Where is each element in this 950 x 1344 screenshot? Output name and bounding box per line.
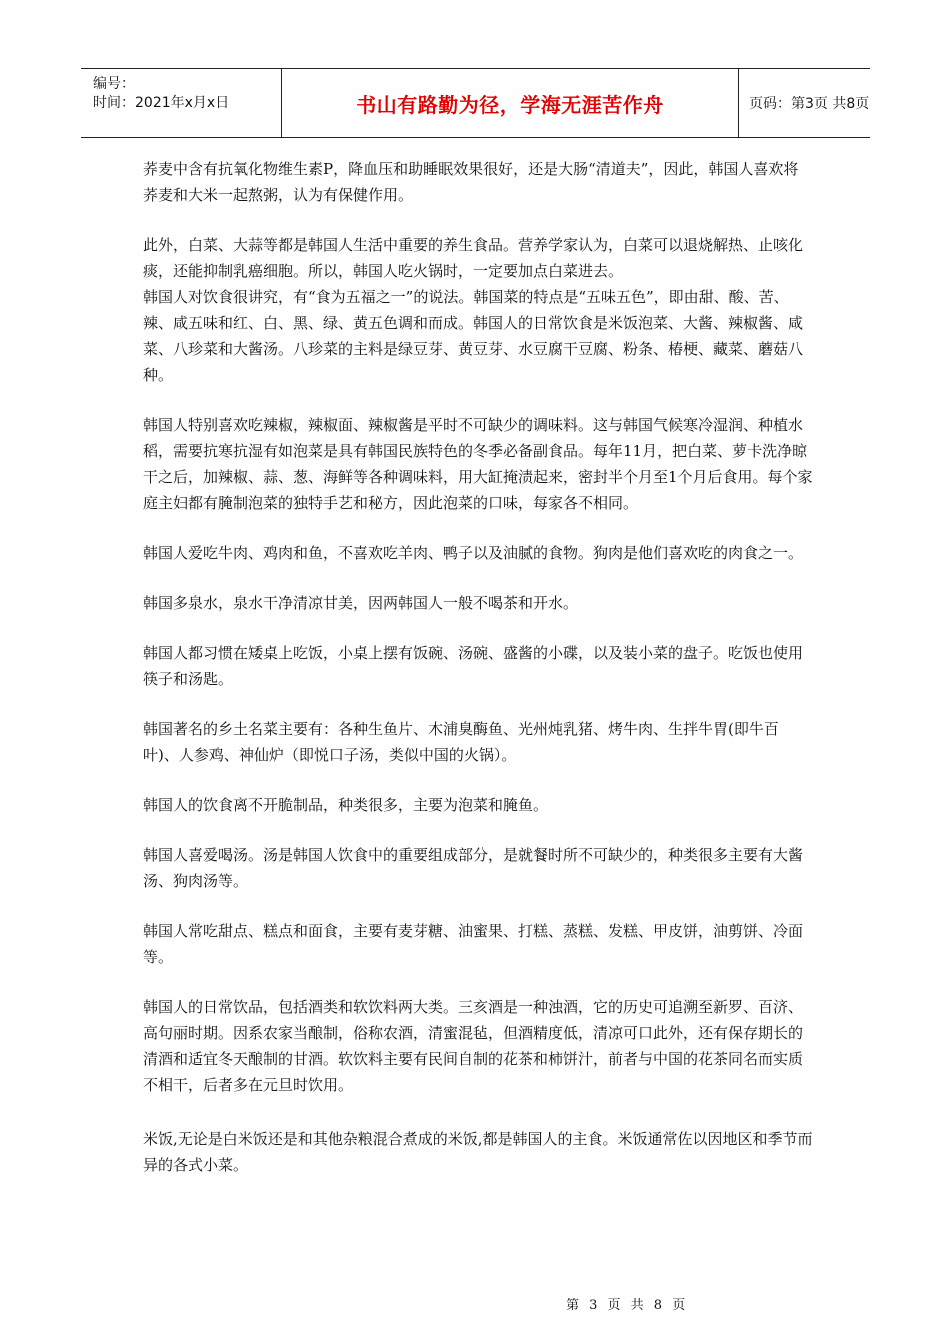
paragraph-diet-principles: 韩国人对饮食很讲究，有“食为五福之一”的说法。韩国菜的特点是“五味五色”，即由甜、酸、苦、辣、咸五味和红、白、黑、绿、黄五色调和而成。韩国人的日常饮食是米饭泡菜、大酱、辣椒酱、咸菜、八珍菜和大酱汤。八珍菜的主料是绿豆芽、黄豆芽、水豆腐干豆腐、粉条、椿梗、藏菜、蘑菇八种。 (143, 288, 804, 384)
header-page-cell (739, 69, 870, 137)
header-motto-cell (281, 69, 739, 137)
paragraph-famous-dishes: 韩国著名的乡土名菜主要有：各种生鱼片、木浦臭酶鱼、光州炖乳猪、烤牛肉、生拌牛胃(即牛百叶)、人参鸡、神仙炉（即悦口子汤，类似中国的火锅）。 (143, 720, 779, 764)
page-header (81, 68, 870, 138)
paragraph-desserts: 韩国人常吃甜点、糕点和面食，主要有麦芽糖、油蜜果、打糕、蒸糕、发糕、甲皮饼，油剪饼、冷面等。 (143, 922, 804, 966)
paragraph-soup: 韩国人喜爱喝汤。汤是韩国人饮食中的重要组成部分，是就餐时所不可缺少的，种类很多主要有大酱汤、狗肉汤等。 (143, 846, 804, 890)
paragraph-cabbage-garlic: 此外，白菜、大蒜等都是韩国人生活中重要的养生食品。营养学家认为，白菜可以退烧解热、止咳化痰，还能抑制乳癌细胞。所以，韩国人吃火锅时，一定要加点白菜进去。 (143, 236, 804, 280)
header-meta-cell (81, 69, 281, 137)
paragraph-pickled-food: 韩国人的饮食离不开脆制品，种类很多，主要为泡菜和腌鱼。 (143, 796, 549, 814)
paragraph-rice: 米饭,无论是白米饭还是和其他杂粮混合煮成的米饭,都是韩国人的主食。米饭通常佐以因地区和季节而异的各式小菜。 (143, 1130, 813, 1174)
paragraph-table-manners: 韩国人都习惯在矮桌上吃饭，小桌上摆有饭碗、汤碗、盛酱的小碟，以及装小菜的盘子。吃饭也使用筷子和汤匙。 (143, 644, 804, 688)
header-page-info: 页码：第3页 共8页 (749, 96, 870, 112)
date-label: 时间：2021年x月x日 (93, 95, 230, 111)
doc-number-label: 编号： (93, 76, 135, 92)
document-body (143, 156, 813, 1202)
paragraph-drinks: 韩国人的日常饮品，包括酒类和软饮料两大类。三亥酒是一种浊酒，它的历史可追溯至新罗、百济、高句丽时期。因系农家当酿制，俗称农酒，清蜜混毡，但酒精度低，清凉可口此外，还有保存期长的清酒和适宜冬天酿制的甘酒。软饮料主要有民间自制的花茶和柿饼汁，前者与中国的花茶同名而实质不相干，后者多在元旦时饮用。 (143, 998, 804, 1094)
header-motto: 书山有路勤为径，学海无涯苦作舟 (356, 92, 664, 117)
paragraph-meat: 韩国人爱吃牛肉、鸡肉和鱼，不喜欢吃羊肉、鸭子以及油腻的食物。狗肉是他们喜欢吃的肉食之一。 (143, 544, 804, 562)
paragraph-buckwheat: 荞麦中含有抗氧化物维生素P，降血压和助睡眠效果很好，还是大肠“清道夫”，因此，韩国人喜欢将荞麦和大米一起熬粥，认为有保健作用。 (143, 160, 799, 204)
paragraph-spring-water: 韩国多泉水，泉水干净清凉甘美，因两韩国人一般不喝茶和开水。 (143, 594, 579, 612)
page-footer: 第 3 页 共 8 页 (566, 1298, 689, 1313)
paragraph-chili-kimchi: 韩国人特别喜欢吃辣椒，辣椒面、辣椒酱是平时不可缺少的调味料。这与韩国气候寒冷湿润、种植水稻，需要抗寒抗湿有如泡菜是具有韩国民族特色的冬季必备副食品。每年11月，把白菜、萝卡洗净晾干之后，加辣椒、蒜、葱、海鲜等各种调味料，用大缸掩渍起来，密封半个月至1个月后食用。每个家庭主妇都有腌制泡菜的独特手艺和秘方，因此泡菜的口味，每家各不相同。 (143, 416, 813, 512)
